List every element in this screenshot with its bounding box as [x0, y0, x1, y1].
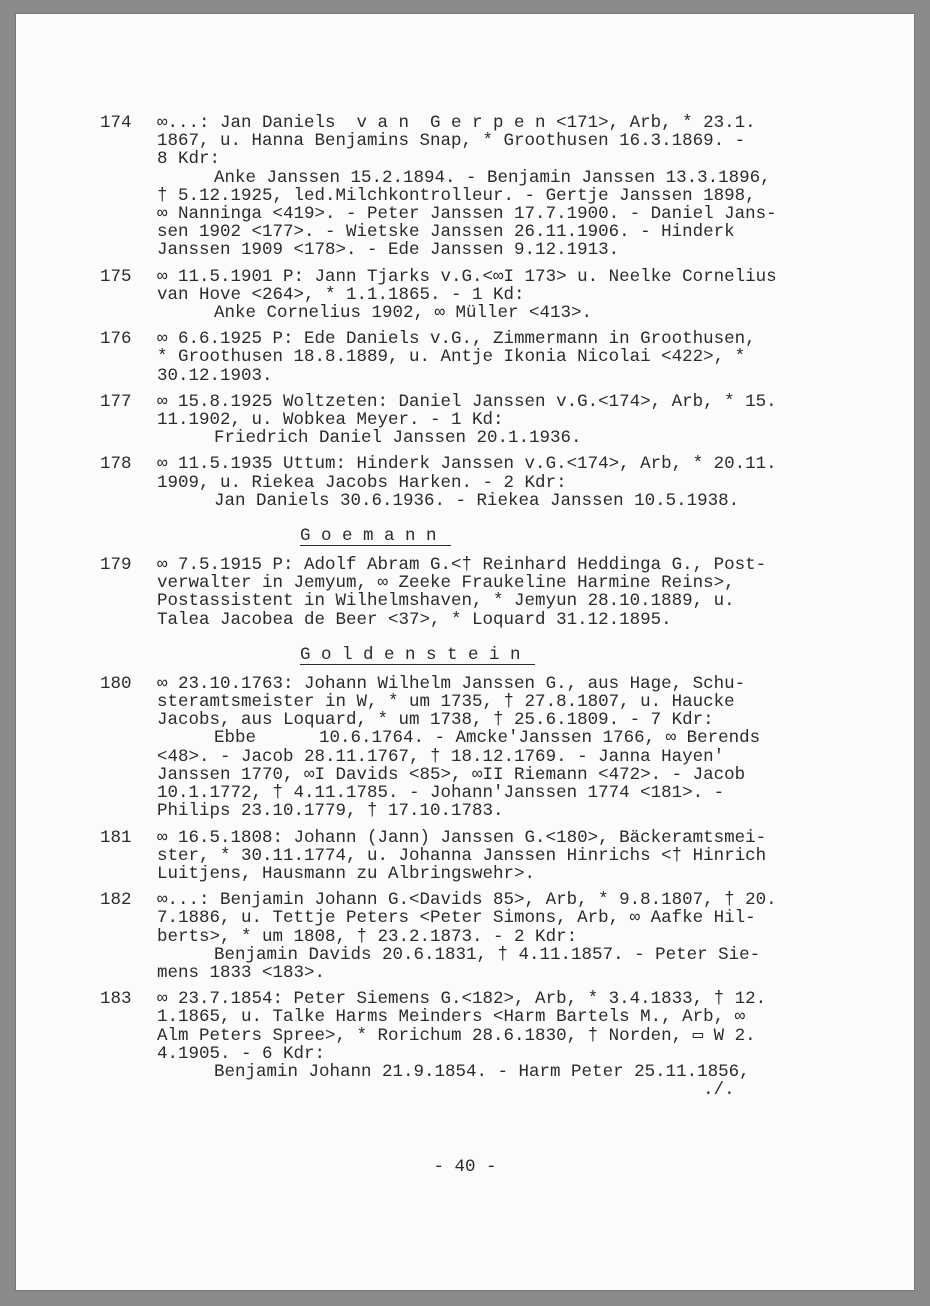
entry-line: ster, * 30.11.1774, u. Johanna Janssen Hinrichs <† Hinrich	[157, 845, 767, 866]
entry-line: 1.1865, u. Talke Harms Meinders <Harm Bartels M., Arb, ∞	[157, 1007, 746, 1028]
entry-number: 175	[100, 266, 132, 287]
entry-body	[157, 455, 827, 510]
entry-number: 179	[100, 555, 132, 576]
entry-line: ∞ 6.6.1925 P: Ede Daniels v.G., Zimmermann in Groothusen,	[157, 329, 756, 350]
entry	[16, 455, 914, 510]
entry-line: steramtsmeister in W, * um 1735, † 27.8.1807, u. Haucke	[157, 692, 735, 713]
entry-body	[157, 330, 827, 385]
entry-group-goemann	[16, 556, 914, 629]
entry-line: Postassistent in Wilhelmshaven, * Jemyun 28.10.1889, u.	[157, 591, 735, 612]
entry	[16, 675, 914, 821]
entry-body	[157, 990, 827, 1099]
entry-line: ∞ 16.5.1808: Johann (Jann) Janssen G.<180>, Bäckeramtsmei-	[157, 827, 767, 848]
entry	[16, 330, 914, 385]
entry-line: 1867, u. Hanna Benjamins Snap, * Groothusen 16.3.1869. -	[157, 131, 746, 152]
entries-container	[16, 114, 914, 1107]
entry-line: berts>, * um 1808, † 23.2.1873. - 2 Kdr:	[157, 926, 578, 947]
entry-line: Anke Janssen 15.2.1894. - Benjamin Janssen 13.3.1896,	[214, 167, 771, 188]
entry-line: verwalter in Jemyum, ∞ Zeeke Fraukeline Harmine Reins>,	[157, 573, 735, 594]
entry-number: 180	[100, 673, 132, 694]
entry-line: 11.1902, u. Wobkea Meyer. - 1 Kd:	[157, 410, 504, 431]
entry-line: van Hove <264>, * 1.1.1865. - 1 Kd:	[157, 284, 525, 305]
entry	[16, 393, 914, 448]
entry-body	[157, 268, 827, 323]
entry-line: sen 1902 <177>. - Wietske Janssen 26.11.1906. - Hinderk	[157, 222, 735, 243]
entry-number: 181	[100, 827, 132, 848]
entry-group-goldenstein	[16, 675, 914, 1099]
document-page	[16, 14, 914, 1290]
entry-body	[157, 556, 827, 629]
entry	[16, 829, 914, 884]
entry-number: 177	[100, 391, 132, 412]
entry-line: Alm Peters Spree>, * Rorichum 28.6.1830, † Norden, ▭ W 2.	[157, 1025, 756, 1046]
entry-line: Benjamin Johann 21.9.1854. - Harm Peter 25.11.1856,	[214, 1061, 750, 1082]
entry-line: Friedrich Daniel Janssen 20.1.1936.	[214, 428, 582, 449]
entry-line: Benjamin Davids 20.6.1831, † 4.11.1857. - Peter Sie-	[214, 944, 761, 965]
entry-line: * Groothusen 18.8.1889, u. Antje Ikonia Nicolai <422>, *	[157, 347, 746, 368]
entry-line: ∞ Nanninga <419>. - Peter Janssen 17.7.1900. - Daniel Jans-	[157, 204, 777, 225]
entry-line: ∞ 7.5.1915 P: Adolf Abram G.<† Reinhard Heddinga G., Post-	[157, 555, 767, 576]
entry-line: 8 Kdr:	[157, 149, 221, 170]
entry-line: 7.1886, u. Tettje Peters <Peter Simons, Arb, ∞ Aafke Hil-	[157, 908, 756, 929]
entry-number: 176	[100, 329, 132, 350]
entry-line: Ebbe 10.6.1764. - Amcke'Janssen 1766, ∞ Berends	[214, 728, 761, 749]
entry-body	[157, 891, 827, 982]
entry-line: Janssen 1770, ∞I Davids <85>, ∞II Riemann <472>. - Jacob	[157, 764, 746, 785]
entry-group-gerpen	[16, 114, 914, 510]
entry	[16, 268, 914, 323]
entry-line: ∞...: Jan Daniels v a n G e r p e n <171>, Arb, * 23.1.	[157, 113, 756, 133]
entry-line: 4.1905. - 6 Kdr:	[157, 1043, 326, 1064]
entry-line: † 5.12.1925, led.Milchkontrolleur. - Gertje Janssen 1898,	[157, 185, 756, 206]
entry-line: ∞ 11.5.1901 P: Jann Tjarks v.G.<∞I 173> u. Neelke Cornelius	[157, 266, 777, 287]
entry-line: Jacobs, aus Loquard, * um 1738, † 25.6.1809. - 7 Kdr:	[157, 710, 714, 731]
section-heading-goemann: G o e m a n n	[300, 528, 451, 546]
entry-line: ∞ 23.10.1763: Johann Wilhelm Janssen G., aus Hage, Schu-	[157, 673, 746, 694]
entry-line: Jan Daniels 30.6.1936. - Riekea Janssen 10.5.1938.	[214, 490, 740, 511]
entry-line: 1909, u. Riekea Jacobs Harken. - 2 Kdr:	[157, 472, 567, 493]
section-heading-goldenstein: G o l d e n s t e i n	[300, 647, 535, 665]
entry-line: ∞ 11.5.1935 Uttum: Hinderk Janssen v.G.<174>, Arb, * 20.11.	[157, 454, 777, 475]
entry-line: Philips 23.10.1779, † 17.10.1783.	[157, 801, 504, 822]
entry-line: Luitjens, Hausmann zu Albringswehr>.	[157, 863, 536, 884]
entry-line: 30.12.1903.	[157, 365, 273, 386]
entry-number: 174	[100, 113, 132, 133]
entry	[16, 990, 914, 1099]
entry-line: ∞ 23.7.1854: Peter Siemens G.<182>, Arb, * 3.4.1833, † 12.	[157, 989, 767, 1010]
entry-line: 10.1.1772, † 4.11.1785. - Johann'Janssen 1774 <181>. -	[157, 783, 725, 804]
entry-number: 183	[100, 989, 132, 1010]
entry	[16, 891, 914, 982]
entry-body	[157, 393, 827, 448]
entry	[16, 556, 914, 629]
entry	[16, 114, 914, 260]
entry-body	[157, 114, 827, 260]
entry-line: Talea Jacobea de Beer <37>, * Loquard 31.12.1895.	[157, 609, 672, 630]
entry-line: ./.	[157, 1080, 735, 1101]
page-number: - 40 -	[433, 1157, 497, 1177]
entry-body	[157, 829, 827, 884]
entry-body	[157, 675, 827, 821]
entry-line: Anke Cornelius 1902, ∞ Müller <413>.	[214, 303, 593, 324]
entry-line: Janssen 1909 <178>. - Ede Janssen 9.12.1913.	[157, 240, 620, 261]
entry-line: ∞...: Benjamin Johann G.<Davids 85>, Arb, * 9.8.1807, † 20.	[157, 890, 777, 911]
entry-line: mens 1833 <183>.	[157, 962, 326, 983]
entry-line: <48>. - Jacob 28.11.1767, † 18.12.1769. - Janna Hayen'	[157, 746, 725, 767]
entry-number: 178	[100, 454, 132, 475]
entry-number: 182	[100, 890, 132, 911]
entry-line: ∞ 15.8.1925 Woltzeten: Daniel Janssen v.G.<174>, Arb, * 15.	[157, 391, 777, 412]
